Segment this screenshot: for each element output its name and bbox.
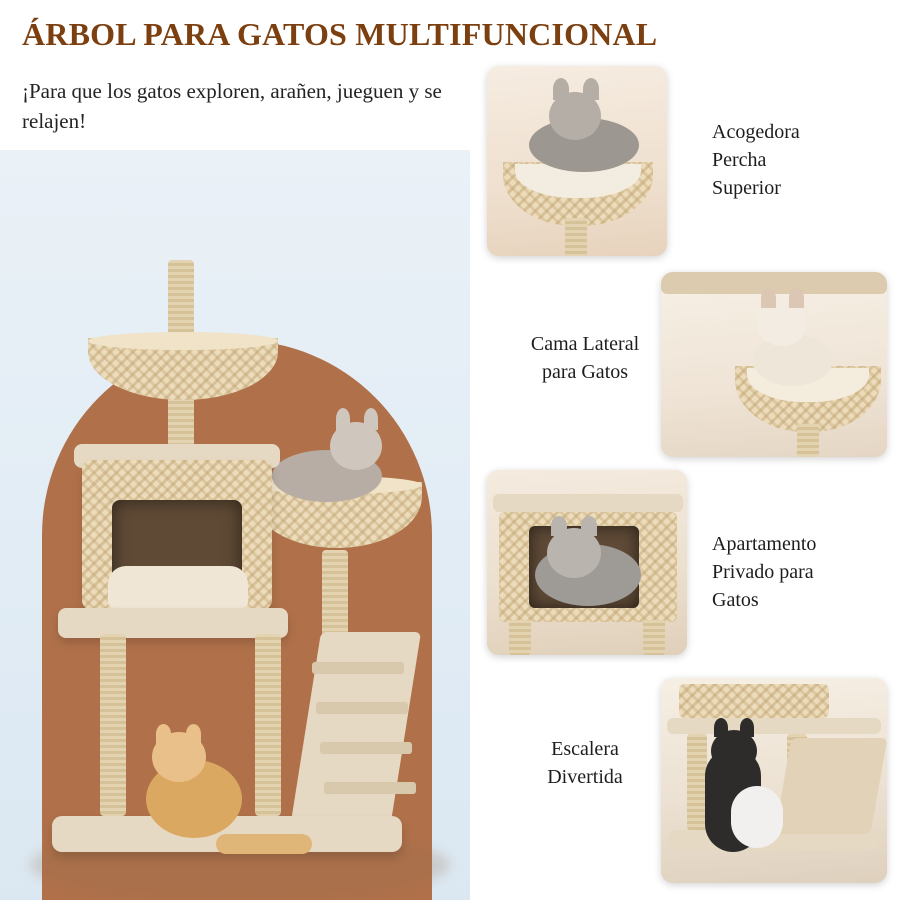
scratching-post xyxy=(509,620,531,655)
condo-cushion xyxy=(108,566,248,608)
cat-ear xyxy=(789,288,804,308)
feature-image-fun-stairs xyxy=(661,678,887,883)
cat-ear xyxy=(581,516,597,536)
cat-ear xyxy=(156,724,171,744)
feature-image-top-perch xyxy=(487,66,667,256)
caption-line: Percha xyxy=(712,149,767,171)
cat-belly xyxy=(731,786,783,848)
stair-step xyxy=(316,702,408,714)
cat-ear xyxy=(714,718,728,737)
caption-line: Cama Lateral xyxy=(530,333,640,355)
scratching-post xyxy=(643,620,665,655)
main-product-photo xyxy=(0,150,470,900)
caption-line: Superior xyxy=(712,177,781,199)
scratching-post xyxy=(797,424,819,457)
caption-line: Apartamento xyxy=(712,533,817,555)
cat-ear xyxy=(583,78,599,100)
top-perch-rim xyxy=(88,332,278,350)
scratching-post xyxy=(100,634,126,816)
caption-line: Privado para xyxy=(712,561,814,583)
condo-roof xyxy=(493,494,683,512)
caption-line: para Gatos xyxy=(541,361,629,383)
scratching-post xyxy=(687,734,707,830)
cat-ear xyxy=(336,408,350,430)
caption-line: Gatos xyxy=(712,589,759,611)
feature-caption-top-perch xyxy=(712,118,887,202)
stair-ramp xyxy=(775,738,887,834)
upper-platform xyxy=(667,718,881,734)
feature-image-private-condo xyxy=(487,470,687,655)
cat-ear xyxy=(761,288,776,308)
caption-line: Acogedora xyxy=(712,121,800,143)
cat-ear xyxy=(186,724,201,744)
cat-ear xyxy=(364,408,378,430)
mid-platform xyxy=(58,608,288,638)
cat-ear xyxy=(551,516,567,536)
stair-step xyxy=(312,662,404,674)
feature-caption-fun-stairs xyxy=(495,735,675,791)
feature-caption-private-condo xyxy=(712,530,892,614)
cat-ear xyxy=(553,78,569,100)
stair-step xyxy=(324,782,416,794)
page-subtitle: ¡Para que los gatos exploren, arañen, jueguen y se relajen! xyxy=(22,79,442,133)
cat-ear xyxy=(740,718,754,737)
caption-line: Divertida xyxy=(547,766,623,788)
wicker-shelf xyxy=(679,684,829,718)
scratching-post xyxy=(255,634,281,816)
feature-caption-side-bed xyxy=(495,330,675,386)
page-title: ÁRBOL PARA GATOS MULTIFUNCIONAL xyxy=(22,16,658,52)
feature-image-side-bed xyxy=(661,272,887,457)
caption-line: Escalera xyxy=(551,738,619,760)
stair-step xyxy=(320,742,412,754)
cat-tail xyxy=(216,834,312,854)
scratching-post xyxy=(565,218,587,256)
